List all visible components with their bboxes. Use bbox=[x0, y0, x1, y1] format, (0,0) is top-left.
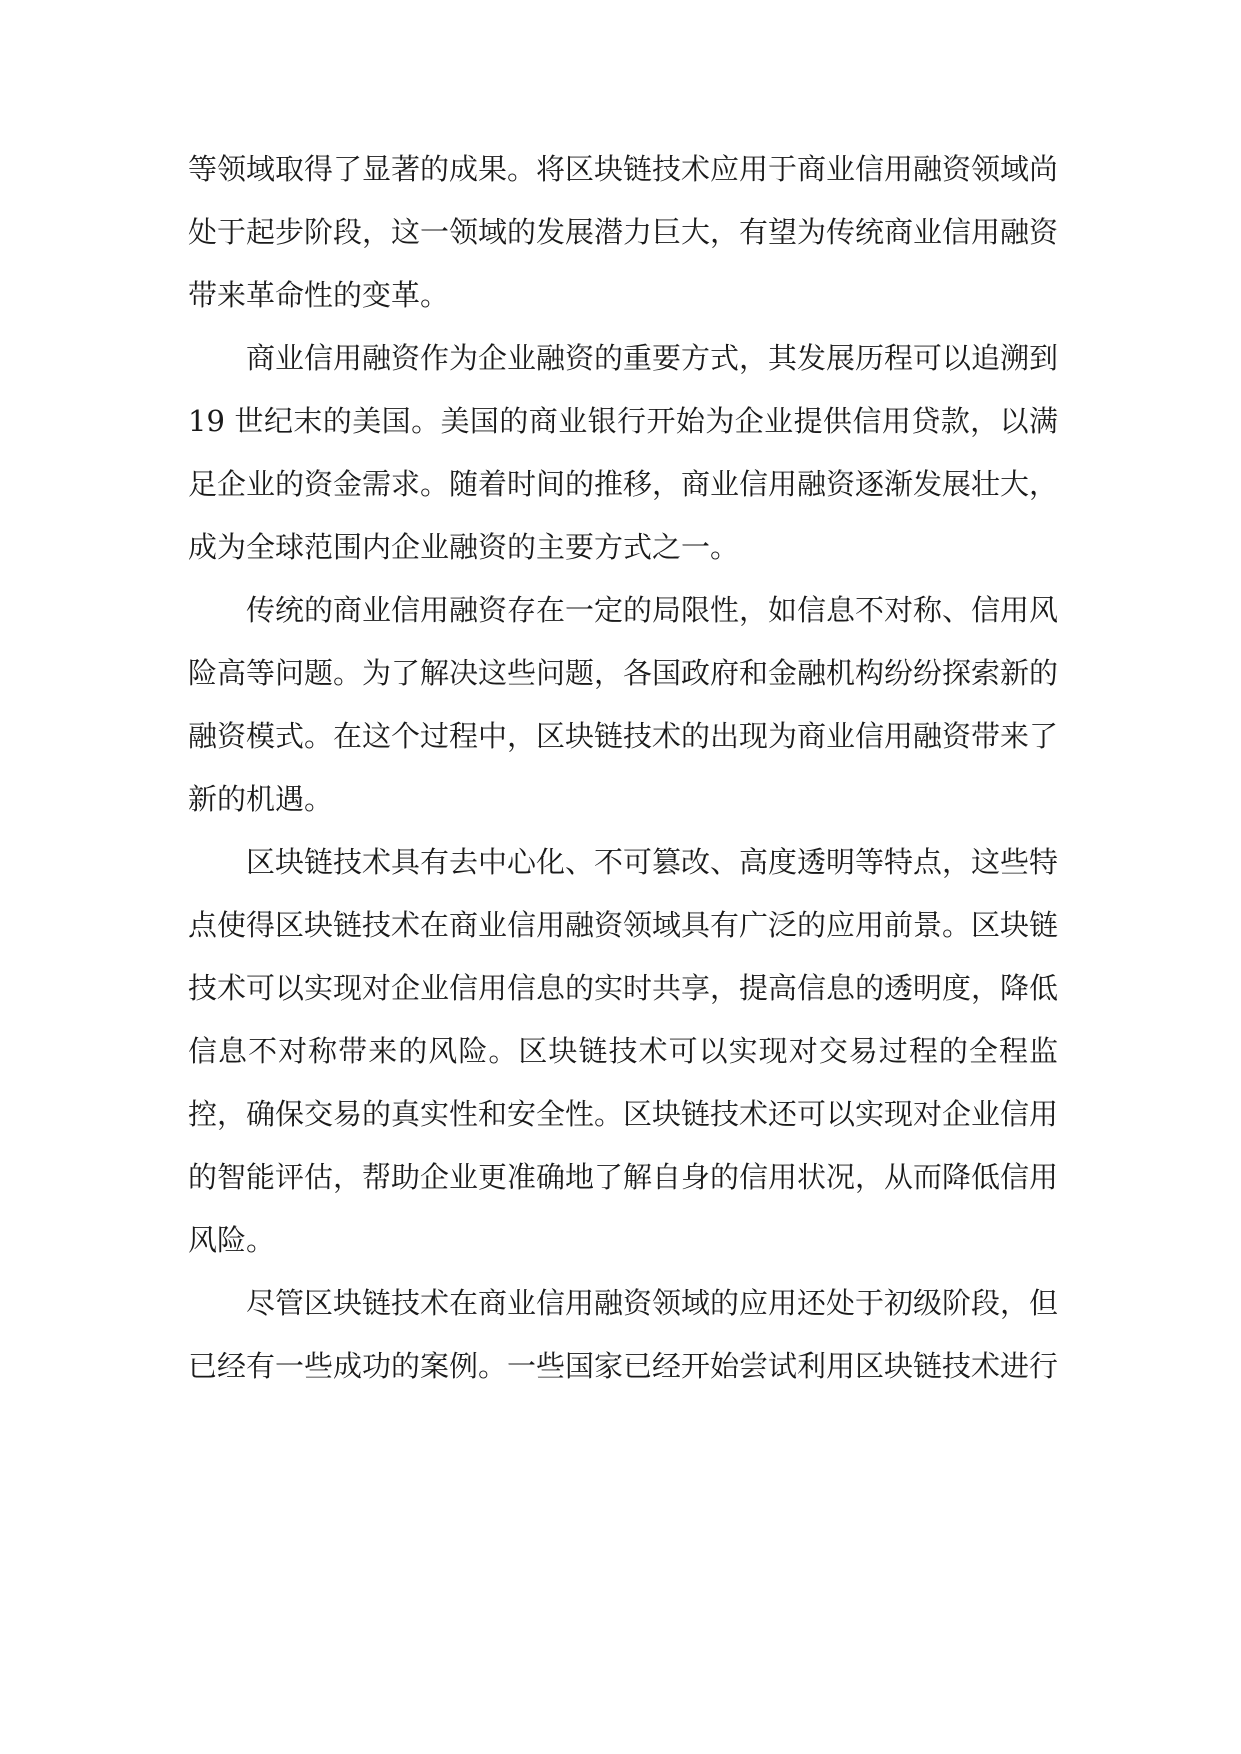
body-text bbox=[188, 138, 1058, 1398]
paragraph-history: 商业信用融资作为企业融资的重要方式，其发展历程可以追溯到19 世纪末的美国。美国的商业银行开始为企业提供信用贷款，以满足企业的资金需求。随着时间的推移，商业信用融资逐渐发展壮大，成为全球范围内企业融资的主要方式之一。 bbox=[188, 341, 1059, 564]
paragraph-limitations: 传统的商业信用融资存在一定的局限性，如信息不对称、信用风险高等问题。为了解决这些问题，各国政府和金融机构纷纷探索新的融资模式。在这个过程中，区块链技术的出现为商业信用融资带来了新的机遇。 bbox=[188, 593, 1059, 816]
paragraph-cases: 尽管区块链技术在商业信用融资领域的应用还处于初级阶段，但已经有一些成功的案例。一些国家已经开始尝试利用区块链技术进行 bbox=[188, 1286, 1059, 1383]
paragraph-continuation: 等领域取得了显著的成果。将区块链技术应用于商业信用融资领域尚处于起步阶段，这一领域的发展潜力巨大，有望为传统商业信用融资带来革命性的变革。 bbox=[188, 152, 1059, 312]
paragraph-blockchain-features: 区块链技术具有去中心化、不可篡改、高度透明等特点，这些特点使得区块链技术在商业信用融资领域具有广泛的应用前景。区块链技术可以实现对企业信用信息的实时共享，提高信息的透明度，降低信息不对称带来的风险。区块链技术可以实现对交易过程的全程监控，确保交易的真实性和安全性。区块链技术还可以实现对企业信用的智能评估，帮助企业更准确地了解自身的信用状况，从而降低信用风险。 bbox=[188, 845, 1059, 1257]
